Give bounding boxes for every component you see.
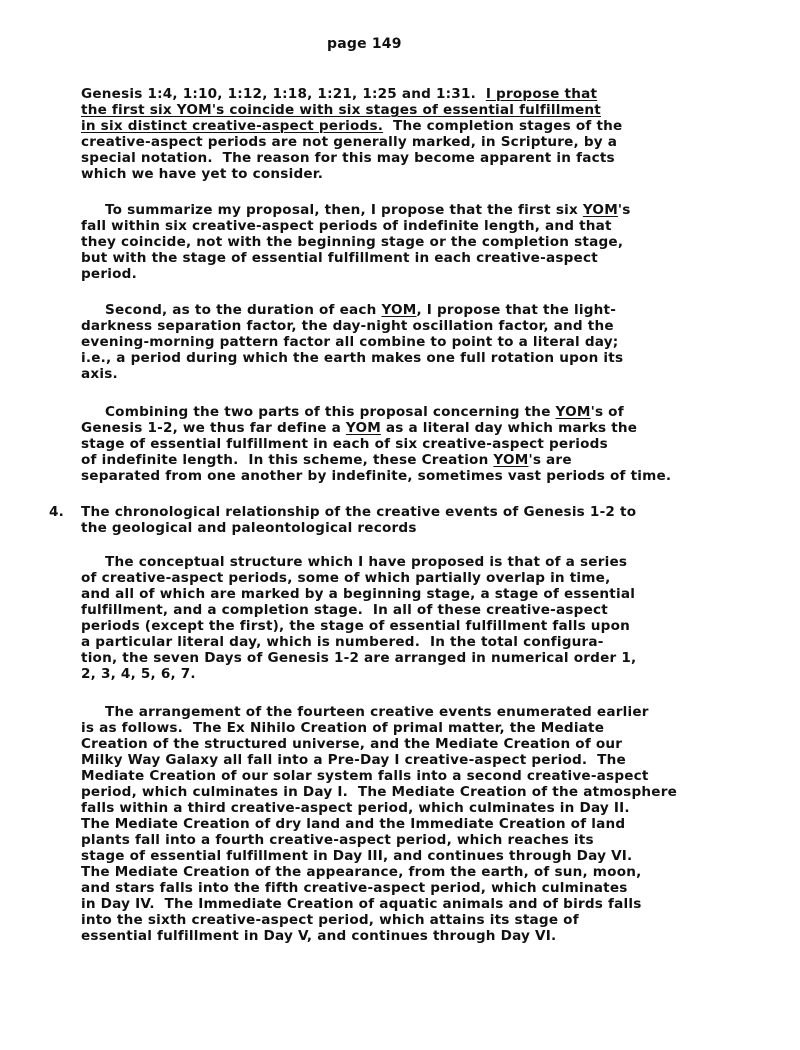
text-line: 2, 3, 4, 5, 6, 7. <box>81 666 196 682</box>
text-line: a particular literal day, which is numbered. In the total configura- <box>81 634 604 650</box>
text-line <box>105 202 631 218</box>
text-span: as a literal day which marks the <box>380 420 638 436</box>
text-line: of creative-aspect periods, some of which partially overlap in time, <box>81 570 611 586</box>
text-line: axis. <box>81 366 118 382</box>
text-line <box>81 118 622 134</box>
text-line: which we have yet to consider. <box>81 166 324 182</box>
text-span: To summarize my proposal, then, I propose that the first six <box>105 202 583 218</box>
text-line: The arrangement of the fourteen creative events enumerated earlier <box>105 704 649 720</box>
text-line <box>81 452 572 468</box>
text-line: The Mediate Creation of the appearance, from the earth, of sun, moon, <box>81 864 642 880</box>
text-line: they coincide, not with the beginning stage or the completion stage, <box>81 234 624 250</box>
text-line <box>105 404 624 420</box>
text-line: tion, the seven Days of Genesis 1-2 are arranged in numerical order 1, <box>81 650 637 666</box>
section-number: 4. <box>49 504 65 520</box>
text-line: i.e., a period during which the earth makes one full rotation upon its <box>81 350 624 366</box>
page-number: page 149 <box>327 36 402 52</box>
text-span: The completion stages of the <box>383 118 623 134</box>
text-span: Genesis 1:4, 1:10, 1:12, 1:18, 1:21, 1:25 and 1:31. <box>81 86 486 102</box>
underlined-text: YOM <box>493 452 529 468</box>
text-line: darkness separation factor, the day-night oscillation factor, and the <box>81 318 614 334</box>
text-line: and all of which are marked by a beginning stage, a stage of essential <box>81 586 636 602</box>
text-line <box>105 302 616 318</box>
text-line: stage of essential fulfillment in Day III, and continues through Day VI. <box>81 848 633 864</box>
text-line: into the sixth creative-aspect period, which attains its stage of <box>81 912 579 928</box>
text-line: The Mediate Creation of dry land and the Immediate Creation of land <box>81 816 626 832</box>
underlined-text: YOM <box>582 202 618 218</box>
text-line <box>81 86 597 102</box>
text-line: essential fulfillment in Day V, and continues through Day VI. <box>81 928 557 944</box>
text-line: separated from one another by indefinite, sometimes vast periods of time. <box>81 468 672 484</box>
underlined-text: YOM <box>555 404 591 420</box>
text-line: in Day IV. The Immediate Creation of aquatic animals and of birds falls <box>81 896 642 912</box>
text-span: , I propose that the light- <box>416 302 617 318</box>
text-line: Mediate Creation of our solar system falls into a second creative-aspect <box>81 768 649 784</box>
text-line <box>81 420 637 436</box>
text-span: 's <box>617 202 631 218</box>
text-span: Second, as to the duration of each <box>105 302 382 318</box>
text-line: period, which culminates in Day I. The Mediate Creation of the atmosphere <box>81 784 678 800</box>
text-line: Creation of the structured universe, and the Mediate Creation of our <box>81 736 623 752</box>
text-span: Genesis 1-2, we thus far define a <box>81 420 346 436</box>
text-line: the geological and paleontological records <box>81 520 417 536</box>
text-line: creative-aspect periods are not generally marked, in Scripture, by a <box>81 134 618 150</box>
text-line: falls within a third creative-aspect period, which culminates in Day II. <box>81 800 630 816</box>
text-line: but with the stage of essential fulfillment in each creative-aspect <box>81 250 598 266</box>
underlined-text: YOM <box>381 302 417 318</box>
text-line: The chronological relationship of the creative events of Genesis 1-2 to <box>81 504 637 520</box>
text-span: 's are <box>528 452 572 468</box>
underlined-text: in six distinct creative-aspect periods. <box>81 118 384 134</box>
text-line: Milky Way Galaxy all fall into a Pre-Day I creative-aspect period. The <box>81 752 626 768</box>
text-line: fulfillment, and a completion stage. In all of these creative-aspect <box>81 602 608 618</box>
text-line: periods (except the first), the stage of essential fulfillment falls upon <box>81 618 631 634</box>
text-span: 's of <box>590 404 624 420</box>
text-line: stage of essential fulfillment in each of six creative-aspect periods <box>81 436 608 452</box>
text-line: special notation. The reason for this may become apparent in facts <box>81 150 615 166</box>
text-line: fall within six creative-aspect periods of indefinite length, and that <box>81 218 612 234</box>
underlined-text: I propose that <box>485 86 598 102</box>
text-line: plants fall into a fourth creative-aspect period, which reaches its <box>81 832 594 848</box>
underlined-line: the first six YOM's coincide with six stages of essential fulfillment <box>81 102 601 118</box>
text-span: of indefinite length. In this scheme, these Creation <box>81 452 494 468</box>
text-line: is as follows. The Ex Nihilo Creation of primal matter, the Mediate <box>81 720 605 736</box>
text-line: and stars falls into the fifth creative-aspect period, which culminates <box>81 880 628 896</box>
text-span: Combining the two parts of this proposal concerning the <box>105 404 556 420</box>
text-line: evening-morning pattern factor all combine to point to a literal day; <box>81 334 619 350</box>
text-line: period. <box>81 266 137 282</box>
text-line: The conceptual structure which I have proposed is that of a series <box>105 554 628 570</box>
underlined-text: YOM <box>345 420 381 436</box>
